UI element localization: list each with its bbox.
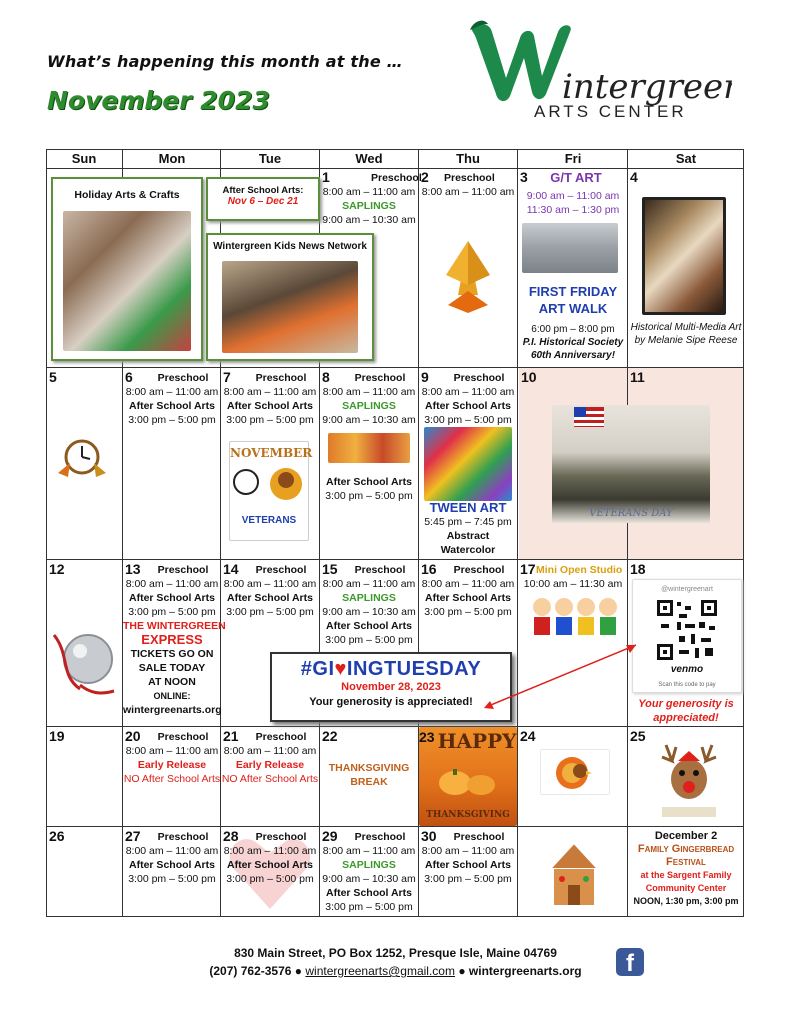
after-school-title: After School Arts: <box>222 185 304 196</box>
date-nov-16: 16 <box>421 561 437 577</box>
happy-thanksgiving-graphic: 23 HAPPY THANKSGIVING <box>419 727 517 826</box>
svg-text:intergreen: intergreen <box>562 67 732 107</box>
multimedia-art-photo <box>642 197 726 315</box>
american-flag-icon <box>574 407 604 433</box>
kids-news-box <box>206 233 374 361</box>
giving-tuesday-message: Your generosity is appreciated! <box>309 696 473 708</box>
date-nov-20: 20 <box>125 728 141 744</box>
date-nov-2: 2 <box>421 169 429 185</box>
nov-28-events: Preschool 8:00 am – 11:00 am After School Arts 3:00 pm – 5:00 pm <box>223 831 317 885</box>
date-nov-10: 10 <box>521 369 537 385</box>
date-nov-30: 30 <box>421 828 437 844</box>
date-nov-28: 28 <box>223 828 239 844</box>
wheat-sheaf-icon <box>438 235 498 319</box>
date-nov-1: 1 <box>322 169 330 185</box>
nov-2-l1: Preschool <box>444 172 495 184</box>
day-header-fri: Fri <box>564 151 582 166</box>
footer-website-link[interactable]: wintergreenarts.org <box>468 964 582 978</box>
fall-back-clock-icon <box>54 433 110 489</box>
nov-4-caption: Historical Multi-Media Art by Melanie Sipe Reese <box>630 322 742 346</box>
date-nov-26: 26 <box>49 828 65 844</box>
date-nov-3: 3 <box>520 169 528 185</box>
nov-3-art-walk: 6:00 pm – 8:00 pm P.I. Historical Society 60th Anniversary! <box>522 324 624 361</box>
day-header-mon: Mon <box>158 151 186 166</box>
date-nov-27: 27 <box>125 828 141 844</box>
date-nov-12: 12 <box>49 561 65 577</box>
holiday-crafts-title: Holiday Arts & Crafts <box>74 189 180 201</box>
nov-14-events: Preschool 8:00 am – 11:00 am After School Arts 3:00 pm – 5:00 pm <box>223 564 317 618</box>
nov-20-events: Preschool 8:00 am – 11:00 am Early Release NO After School Arts <box>123 731 221 785</box>
date-nov-19: 19 <box>49 728 65 744</box>
qr-code-icon[interactable] <box>655 598 719 662</box>
thanksgiving-break-label: THANKSGIVING BREAK <box>328 762 410 788</box>
nov-17-time: 10:00 am – 11:30 am <box>523 578 623 590</box>
heart-icon: ♥ <box>334 658 347 680</box>
nov-21-events: Preschool 8:00 am – 11:00 am Early Release NO After School Arts <box>221 731 319 785</box>
date-nov-8: 8 <box>322 369 330 385</box>
abstract-watercolor-image <box>424 427 512 501</box>
date-nov-6: 6 <box>125 369 133 385</box>
nov-6-events: Preschool 8:00 am – 11:00 am After School Arts 3:00 pm – 5:00 pm <box>125 372 219 426</box>
day-header-sun: Sun <box>71 151 97 166</box>
kids-news-title: Wintergreen Kids News Network <box>213 241 367 252</box>
nov-16-events: Preschool 8:00 am – 11:00 am After School Arts 3:00 pm – 5:00 pm <box>421 564 515 618</box>
nov-8-after-school: After School Arts 3:00 pm – 5:00 pm <box>325 476 413 502</box>
gt-art-label: G/T ART <box>550 170 602 185</box>
date-nov-13: 13 <box>125 561 141 577</box>
logo-subtitle: ARTS CENTER <box>534 102 687 121</box>
nov-18-generosity: Your generosity is appreciated! <box>638 698 734 724</box>
day-header-thu: Thu <box>456 151 480 166</box>
calendar <box>46 149 744 917</box>
historical-building-photo <box>522 223 618 273</box>
nov-3-times: 9:00 am – 11:00 am 11:30 am – 1:30 pm <box>526 190 620 216</box>
after-school-box <box>206 177 320 221</box>
nov-30-events: Preschool 8:00 am – 11:00 am After School Arts 3:00 pm – 5:00 pm <box>421 831 515 885</box>
nov-7-events: Preschool 8:00 am – 11:00 am After School Arts 3:00 pm – 5:00 pm <box>223 372 317 426</box>
nov-15-events: Preschool 8:00 am – 11:00 am SAPLINGS 9:00 am – 10:30 am After School Arts 3:00 pm – 5:00 pm <box>322 564 416 646</box>
date-nov-5: 5 <box>49 369 57 385</box>
giving-tuesday-title: #GI♥INGTUESDAY <box>300 658 482 680</box>
crafts-photo <box>63 211 191 351</box>
day-header-sat: Sat <box>675 151 697 166</box>
express-link[interactable]: wintergreenarts.org <box>123 704 222 716</box>
date-nov-21: 21 <box>223 728 239 744</box>
nov-13-events: Preschool 8:00 am – 11:00 am After School Arts 3:00 pm – 5:00 pm THE WINTERGREEN EXPRESS TICKETS GO ON SALE TODAY AT NOON ONLINE: wintergreenarts.org <box>123 564 226 716</box>
nov-1-events: 8:00 am – 11:00 am SAPLINGS 9:00 am – 10:30 am <box>322 186 416 226</box>
saplings-leaves-graphic <box>328 433 410 463</box>
wintergreen-logo <box>462 18 732 130</box>
venmo-card: @wintergreenart venmo Scan this code to pay <box>632 579 742 693</box>
gingerbread-festival: December 2 Family Gingerbread Festival at the Sargent Family Community Center NOON, 1:30 pm, 3:00 pm <box>633 830 739 906</box>
day-header-tue: Tue <box>258 151 282 166</box>
kids-news-photo <box>222 261 358 353</box>
first-friday-label: FIRST FRIDAY ART WALK <box>528 284 618 316</box>
date-nov-7: 7 <box>223 369 231 385</box>
nov-2-events: 8:00 am – 11:00 am <box>421 186 515 198</box>
reindeer-icon <box>652 741 726 821</box>
scan-label: Scan this code to pay <box>658 682 716 688</box>
date-nov-15: 15 <box>322 561 338 577</box>
date-nov-22: 22 <box>322 728 338 744</box>
holiday-crafts-box <box>51 177 203 361</box>
date-nov-25: 25 <box>630 728 646 744</box>
nov-8-events: Preschool 8:00 am – 11:00 am SAPLINGS 9:00 am – 10:30 am <box>322 372 416 426</box>
venmo-label: venmo <box>670 664 704 675</box>
footer-address: 830 Main Street, PO Box 1252, Presque Isle, Maine 04769 <box>234 946 557 960</box>
date-nov-9: 9 <box>421 369 429 385</box>
date-nov-4: 4 <box>630 169 638 185</box>
giving-tuesday-date: November 28, 2023 <box>341 681 441 693</box>
sleigh-bell-icon <box>50 615 120 699</box>
footer-email-link[interactable]: wintergreenarts@gmail.com <box>305 964 455 978</box>
arrow-to-venmo-icon <box>476 637 646 717</box>
pumpkins-icon <box>419 759 517 799</box>
date-nov-14: 14 <box>223 561 239 577</box>
kids-cartoon-icon <box>528 595 620 643</box>
after-school-dates: Nov 6 – Dec 21 <box>227 196 299 207</box>
day-header-wed: Wed <box>355 151 383 166</box>
clock-turkey-icon <box>230 460 308 510</box>
nov-29-events: Preschool 8:00 am – 11:00 am SAPLINGS 9:00 am – 10:30 am After School Arts 3:00 pm – 5:00 pm <box>322 831 416 913</box>
date-nov-24: 24 <box>520 728 536 744</box>
facebook-icon[interactable]: f <box>616 948 644 976</box>
month-title: November 2023 <box>47 86 270 115</box>
november-veterans-graphic: NOVEMBER VETERANS <box>229 441 309 541</box>
nov-1-l1: Preschool <box>371 172 422 184</box>
date-nov-11: 11 <box>630 369 645 385</box>
footer-contact: (207) 762-3576 ● wintergreenarts@gmail.com ● wintergreenarts.org <box>209 964 582 978</box>
date-nov-23: 23 <box>419 729 435 745</box>
footer-phone: (207) 762-3576 <box>209 964 292 978</box>
veterans-day-photo: VETERANS DAY <box>552 405 710 523</box>
nov-27-events: Preschool 8:00 am – 11:00 am After School Arts 3:00 pm – 5:00 pm <box>125 831 219 885</box>
nov-9-events: Preschool 8:00 am – 11:00 am After School Arts 3:00 pm – 5:00 pm <box>421 372 515 426</box>
mini-open-studio-label: Mini Open Studio <box>536 564 623 576</box>
date-nov-18: 18 <box>630 561 646 577</box>
date-nov-29: 29 <box>322 828 338 844</box>
date-nov-17: 17 <box>520 561 536 577</box>
nov-9-tween: TWEEN ART 5:45 pm – 7:45 pm Abstract Watercolor <box>424 500 512 556</box>
turkey-icon <box>540 749 610 795</box>
gingerbread-house-icon <box>546 839 602 909</box>
tagline: What’s happening this month at the … <box>47 52 403 71</box>
